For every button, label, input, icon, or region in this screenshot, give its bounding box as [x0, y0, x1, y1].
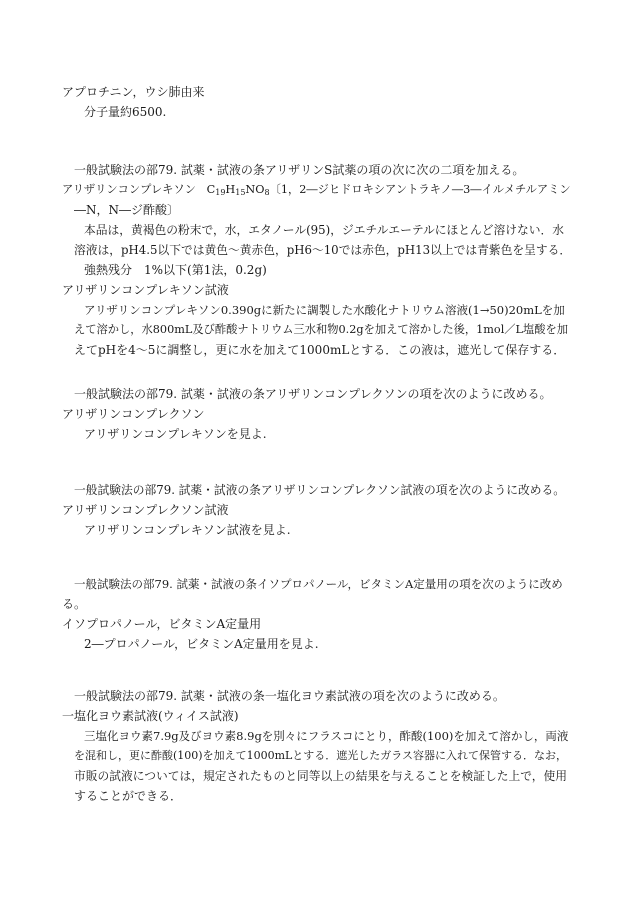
entry-title: アリザリンコンプレキソン試液 [62, 283, 229, 297]
section-heading: 一般試験法の部79. 試薬・試液の条アリザリンコンプレクソンの項を次のように改める。 [74, 387, 552, 401]
section-complexon-ts [62, 480, 572, 540]
section-heading: 一般試験法の部79. 試薬・試液の条一塩化ヨウ素試液の項を次のように改める。 [74, 689, 505, 703]
entry-body: することができる． [74, 789, 183, 803]
entry-body: 分子量約6500. [84, 105, 167, 119]
entry-desc: 強熱残分 1%以下(第1法，0.2g) [84, 263, 267, 277]
section-isopropanol [62, 574, 572, 654]
entry-title: イソプロパノール，ビタミンA定量用 [62, 617, 262, 631]
entry-desc: 溶液は，pH4.5以下では黄色～黄赤色，pH6～10では赤色，pH13以上では青紫色を呈する． [74, 243, 572, 257]
section-iodine-monochloride [62, 686, 572, 806]
entry-name: アリザリンコンプレキソン [62, 183, 196, 196]
entry-desc: えて溶かし，水800mL及び酢酸ナトリウム三水和物0.2gを加えて溶かした後，1mol／L塩酸を加 [74, 323, 569, 336]
chemical-name: 〔1，2―ジヒドロキシアントラキノ―3―イルメチルアミン [269, 183, 571, 196]
entry-title: 一塩化ヨウ素試液(ウィイス試液) [62, 709, 239, 723]
entry-desc: えてpHを4～5に調整し，更に水を加えて1000mLとする．この液は，遮光して保存する． [74, 343, 566, 357]
section-complexon [62, 384, 572, 444]
entry-title: アリザリンコンプレクソン [62, 407, 205, 421]
entry-body: 市販の試液については，規定されたものと同等以上の結果を与えることを検証した上で，使用 [74, 769, 568, 783]
entry-desc: アリザリンコンプレキソン0.390gに新たに調製した水酸化ナトリウム溶液(1→50)20mLを加 [84, 303, 565, 317]
entry-body: 2―プロパノール，ビタミンA定量用を見よ. [84, 637, 319, 651]
entry-body: 三塩化ヨウ素7.9g及びヨウ素8.9gを別々にフラスコにとり，酢酸(100)を加えて溶かし，両液 [84, 729, 569, 743]
entry-body: アリザリンコンプレキソン試液を見よ. [84, 523, 291, 537]
section-heading: 一般試験法の部79. 試薬・試液の条アリザリンS試薬の項の次に次の二項を加える。 [74, 163, 525, 177]
entry-title: アリザリンコンプレクソン試液 [62, 503, 229, 517]
chemical-name-cont: ―N，N―ジ酢酸〕 [74, 203, 180, 217]
entry-body: アリザリンコンプレキソンを見よ. [84, 427, 267, 441]
entry-body: を混和し，更に酢酸(100)を加えて1000mLとする．遮光したガラス容器に入れて保管する．なお， [74, 749, 567, 762]
section-heading-cont: る。 [62, 597, 87, 611]
entry-title: アプロチニン，ウシ肺由来 [62, 85, 205, 99]
section-heading: 一般試験法の部79. 試薬・試液の条アリザリンコンプレクソン試液の項を次のように改める。 [74, 483, 566, 497]
molecular-formula: $C_{19}H_{15}NO_8$ [206, 183, 270, 197]
section-aprotinin [62, 82, 572, 122]
entry-desc: 本品は，黄褐色の粉末で，水，エタノール(95)，ジエチルエーテルにほとんど溶けない．水 [84, 223, 565, 237]
section-add-two-items [62, 160, 572, 360]
entry-title [62, 180, 572, 200]
section-heading: 一般試験法の部79. 試薬・試液の条イソプロパノール，ビタミンA定量用の項を次のように改め [74, 577, 563, 591]
